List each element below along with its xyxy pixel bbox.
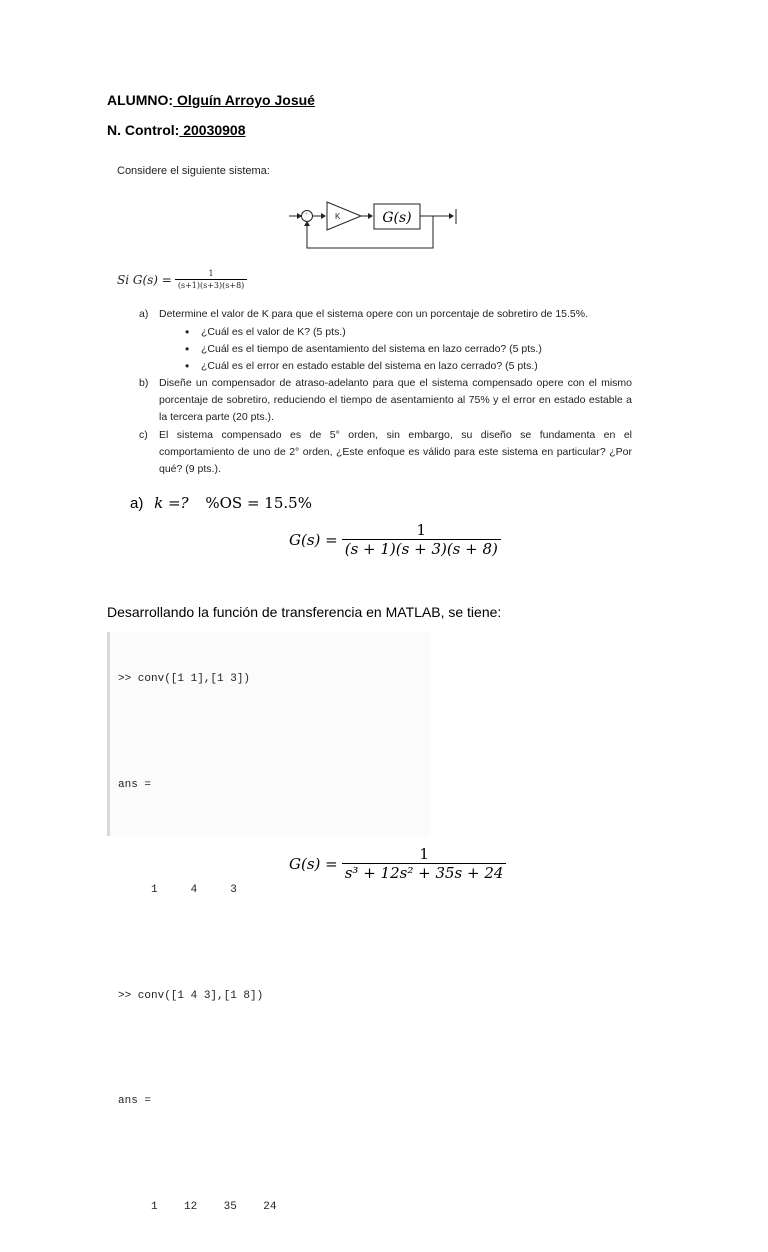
matlab-line (118, 1041, 276, 1059)
matlab-line: >> conv([1 1],[1 3]) (118, 673, 251, 686)
student-name: Olguín Arroyo Josué (173, 92, 315, 108)
student-line (107, 92, 315, 108)
g1-denominator: (s + 1)(s + 3)(s + 8) (342, 539, 501, 558)
student-label: ALUMNO: (107, 92, 174, 108)
gain-to-plant-arrowhead (368, 213, 373, 219)
gain-label: K (335, 212, 341, 221)
matlab-line (118, 830, 276, 848)
question-a-sub-1: • ¿Cuál es el valor de K? (5 pts.) (117, 324, 632, 341)
matlab-line: ans = (118, 1095, 152, 1108)
g-fraction-factored (342, 522, 501, 558)
question-letter: a) (139, 308, 149, 320)
answer-a-line (130, 494, 312, 512)
g-equation-expanded (289, 846, 506, 882)
matlab-line: ans = (118, 778, 152, 791)
question-list (117, 306, 632, 479)
given-tf-numerator: 1 (208, 269, 214, 278)
given-tf-denominator: (s+1)(s+3)(s+8) (175, 279, 247, 290)
g2-denominator: s³ + 12s² + 35s + 24 (342, 863, 507, 882)
block-diagram (285, 196, 475, 256)
k-expression: k =? (154, 494, 189, 512)
question-b (117, 375, 632, 426)
question-letter: c) (139, 429, 148, 441)
g1-numerator: 1 (416, 521, 427, 539)
given-transfer-function (117, 270, 247, 290)
question-text: Diseñe un compensador de atraso-adelanto para que el sistema compensado opere con el mismo porcentaje de sobretiro, reduciendo el tiempo de asentamiento al 75% y el error en estado estable a la tercera parte (20 pts.). (159, 377, 632, 423)
answer-part-label: a) (130, 495, 144, 512)
feedback-arrowhead (304, 221, 310, 226)
question-a-sub-3: • ¿Cuál es el error en estado estable del sistema en lazo cerrado? (5 pts.) (117, 358, 632, 375)
matlab-line (118, 935, 276, 953)
g-equation-factored (289, 522, 501, 558)
overshoot-expression: %OS = 15.5% (205, 494, 312, 512)
matlab-intro: Desarrollando la función de transferencia en MATLAB, se tiene: (107, 604, 502, 620)
g2-numerator: 1 (419, 845, 429, 863)
g-lhs: G(s) = (289, 854, 338, 873)
g-lhs: G(s) = (289, 530, 338, 549)
g-fraction-expanded (342, 846, 507, 882)
matlab-line (118, 1146, 276, 1164)
question-a-sub-2: • ¿Cuál es el tiempo de asentamiento del sistema en lazo cerrado? (5 pts.) (117, 341, 632, 358)
matlab-line (118, 724, 276, 742)
matlab-line: 1 12 35 24 (118, 1201, 277, 1213)
matlab-lines (118, 636, 276, 1252)
output-arrowhead (449, 213, 454, 219)
control-line (107, 122, 246, 138)
problem-intro: Considere el siguiente sistema: (117, 165, 270, 177)
sum-minus-sign: - (305, 216, 307, 221)
question-a (117, 306, 632, 323)
question-text: Determine el valor de K para que el sistema opere con un porcentaje de sobretiro de 15.5%. (159, 308, 589, 320)
question-c (117, 427, 632, 478)
matlab-line: 1 4 3 (118, 884, 237, 897)
question-text: El sistema compensado es de 5° orden, sin embargo, su diseño se fundamenta en el comportamiento de uno de 2° orden, ¿Este enfoque es válido para este sistema en particular? ¿Por qué? (9 pts.). (159, 429, 632, 475)
control-label: N. Control: (107, 122, 180, 138)
matlab-line: >> conv([1 4 3],[1 8]) (118, 989, 264, 1002)
sum-to-gain-arrowhead (321, 213, 326, 219)
plant-label: G(s) (382, 210, 412, 226)
question-letter: b) (139, 377, 149, 389)
sum-plus-sign: + (305, 211, 308, 216)
given-tf-label: Si G(s) = (117, 272, 172, 287)
control-number: 20030908 (179, 122, 246, 138)
gain-block (327, 202, 361, 230)
given-tf-fraction (175, 270, 247, 290)
